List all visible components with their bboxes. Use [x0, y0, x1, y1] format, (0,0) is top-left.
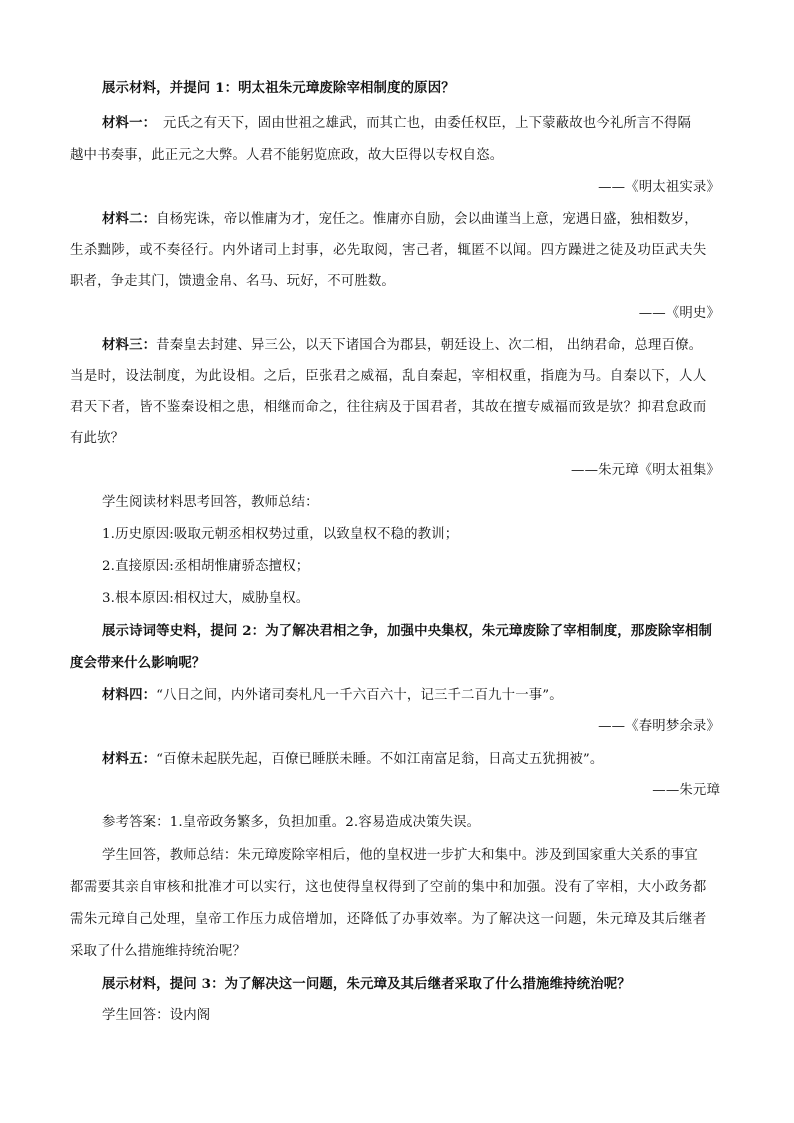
material-2-text: 自杨宪诛，帝以惟庸为才，宠任之。惟庸亦自励，会以曲谨当上意，宠遇日盛，独相数岁，: [156, 212, 698, 227]
material-4-source: ——《春明梦余录》: [598, 719, 720, 734]
reference-answer: 参考答案：1.皇帝政务繁多，负担加重。2.容易造成决策失误。: [102, 815, 481, 830]
summary-1-item-1: 1.历史原因:吸取元朝丞相权势过重，以致皇权不稳的教训；: [102, 527, 459, 542]
material-3-label: 材料三：: [102, 337, 157, 353]
summary-1-item-3: 3.根本原因:相权过大，威胁皇权。: [102, 591, 310, 606]
material-3-text: 昔秦皇去封建、异三公，以天下诸国合为郡县，朝廷设上、次二相， 出纳君命，总理百僚。: [156, 338, 703, 353]
summary-1-item-2: 2.直接原因:丞相胡惟庸骄态擅权；: [102, 559, 310, 574]
material-1-source: ——《明太祖实录》: [598, 180, 720, 195]
material-2-line-3: 职者，争走其门，馈遗金帛、名马、玩好，不可胜数。: [70, 274, 395, 289]
question-2-title-line-1: 展示诗词等史料，提问 2：为了解决君相之争，加强中央集权，朱元璋废除了宰相制度，那废除宰相制: [102, 623, 713, 639]
material-3-line-1: [102, 334, 702, 357]
material-4-text: “八日之间，内外诸司奏札凡一千六百六十，记三千二百九十一事”。: [156, 688, 563, 703]
material-3-line-3: 君天下者，皆不鉴秦设相之患，相继而命之，往往病及于国君者，其故在擅专威福而致是欤？抑君怠政而: [70, 400, 707, 415]
material-1-line-1: [102, 112, 691, 135]
summary-2-line-2: 都需要其亲自审核和批准才可以实行，这也使得皇权得到了空前的集中和加强。没有了宰相，大小政务都: [70, 880, 707, 895]
summary-2-line-3: 需朱元璋自己处理，皇帝工作压力成倍增加，还降低了办事效率。为了解决这一问题，朱元璋及其后继者: [70, 912, 707, 927]
summary-1-intro: 学生阅读材料思考回答，教师总结：: [102, 495, 319, 510]
material-2-label: 材料二：: [102, 211, 157, 227]
question-3-title: 展示材料，提问 3：为了解决这一问题，朱元璋及其后继者采取了什么措施维持统治呢？: [102, 976, 631, 992]
material-3-line-4: 有此欤？: [70, 431, 125, 446]
material-5-text: “百僚未起朕先起，百僚已睡朕未睡。不如江南富足翁，日高丈五犹拥被”。: [156, 752, 604, 767]
summary-2-line-4: 采取了什么措施维持统治呢？: [70, 944, 247, 959]
question-2-title-line-2: 度会带来什么影响呢？: [70, 655, 206, 671]
material-3-source: ——朱元璋《明太祖集》: [571, 463, 720, 478]
material-2-source: ——《明史》: [638, 306, 720, 321]
material-5-line: [102, 748, 603, 771]
student-answer: 学生回答：设内阁: [102, 1008, 211, 1023]
material-4-label: 材料四：: [102, 687, 157, 703]
question-1-title: 展示材料，并提问 1：明太祖朱元璋废除宰相制度的原因？: [102, 80, 455, 96]
material-1-label: 材料一：: [102, 115, 150, 131]
material-3-line-2: 当是时，设法制度，为此设相。之后，臣张君之威福，乱自秦起，宰相权重，指鹿为马。自秦以下，人人: [70, 369, 707, 384]
material-1-line-2: 越中书奏事，此正元之大弊。人君不能躬览庶政，故大臣得以专权自恣。: [70, 148, 504, 163]
summary-2-line-1: 学生回答，教师总结：朱元璋废除宰相后，他的皇权进一步扩大和集中。涉及到国家重大关系的事宜: [102, 848, 698, 863]
material-2-line-2: 生杀黜陟，或不奏径行。内外诸司上封事，必先取阅，害己者，辄匿不以闻。四方躁进之徒及功臣武夫失: [70, 243, 707, 258]
material-1-text: 元氏之有天下，固由世祖之雄武，而其亡也，由委任权臣，上下蒙蔽故也今礼所言不得隔: [149, 116, 692, 131]
material-2-line-1: [102, 208, 698, 231]
material-5-source: ——朱元璋: [652, 783, 720, 798]
material-4-line: [102, 684, 563, 707]
material-5-label: 材料五：: [102, 751, 157, 767]
